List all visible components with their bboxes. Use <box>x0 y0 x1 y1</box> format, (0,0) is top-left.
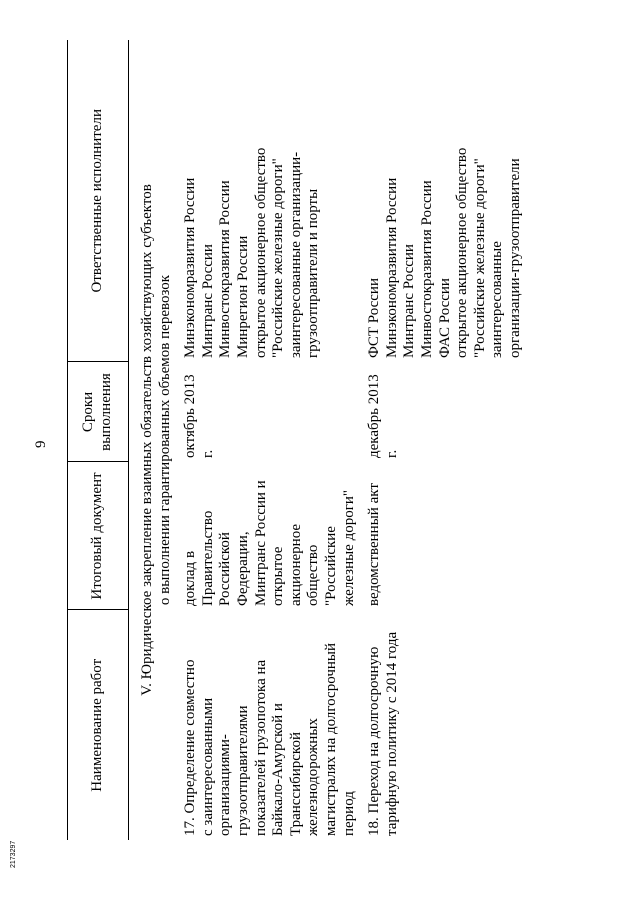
section-title-text: V. Юридическое закрепление взаимных обязательств хозяйствующих субъектов о выполнении гарантированных объемов перевозок <box>139 184 173 696</box>
table-row <box>182 40 358 840</box>
row-17-work <box>182 610 358 840</box>
row-17-deadline-text: октябрь 2013 г. <box>182 374 216 458</box>
header-deadline <box>68 362 129 462</box>
row-18-executors-text: ФСТ России Минэкономразвития России Минтранс России Минвостокразвития России ФАС России открытое акционерное общество "Российские железные дороги" заинтересованные организации-грузоотправители <box>366 147 523 358</box>
row-17-document <box>182 462 358 610</box>
row-18-executors <box>366 40 524 362</box>
rotated-table-container <box>67 40 537 840</box>
row-spacer-cell <box>358 40 366 840</box>
row-17-work-text: 17. Определение совместно с заинтересованными организациями-грузоотправителями показателей грузопотока на Байкало-Амурской и Транссибирской железнодорожных магистралях на долгосрочный период <box>182 642 357 836</box>
header-work-name: Наименование работ <box>68 610 129 840</box>
header-deadline-text: Сроки выполнения <box>80 373 114 451</box>
row-18-work <box>366 610 524 840</box>
section-row <box>129 40 183 840</box>
row-17-executors <box>182 40 358 362</box>
table-row <box>366 40 524 840</box>
work-plan-table <box>67 40 524 840</box>
row-18-work-text: 18. Переход на долгосрочную тарифную политику с 2014 года <box>366 631 400 836</box>
row-18-document <box>366 462 524 610</box>
row-18-deadline <box>366 362 524 462</box>
page-number: 9 <box>33 440 49 448</box>
header-result-document: Итоговый документ <box>68 462 129 610</box>
row-17-executors-text: Минэкономразвития России Минтранс России Минвостокразвития России Минрегион России открытое акционерное общество "Российские железные дороги" заинтересованные организации- грузоотправители и порты <box>182 147 322 358</box>
section-title <box>129 40 183 840</box>
row-18-document-text: ведомственный акт <box>366 483 383 606</box>
row-18-deadline-text: декабрь 2013 г. <box>366 374 400 458</box>
row-spacer <box>358 40 366 840</box>
row-17-document-text: доклад в Правительство Российской Федерации, Минтранс России и открытое акционерное общество "Российские железные дороги" <box>182 480 357 606</box>
table-header-row <box>68 40 129 840</box>
document-code: 2173297 <box>10 840 17 868</box>
row-17-deadline <box>182 362 358 462</box>
header-executors: Ответственные исполнители <box>68 40 129 362</box>
